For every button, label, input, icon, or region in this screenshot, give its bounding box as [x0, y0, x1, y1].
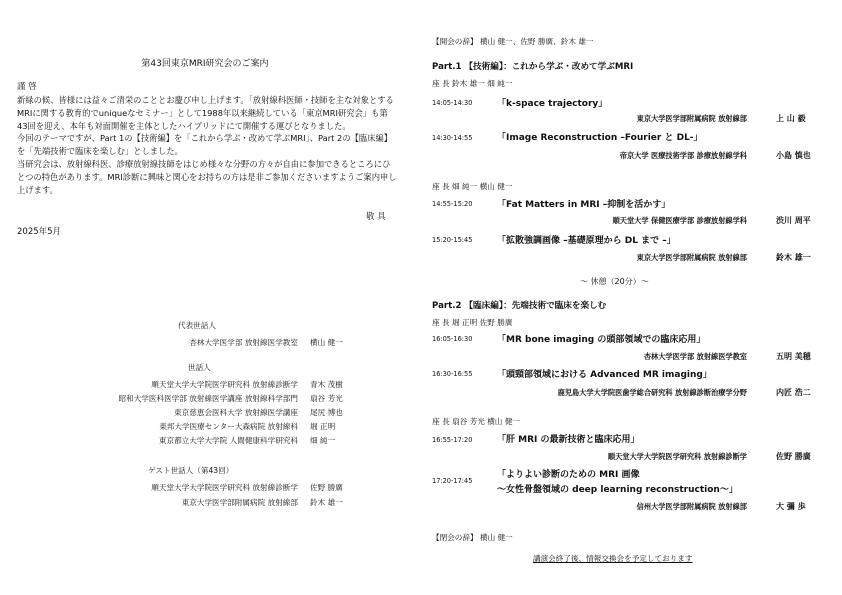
person-name: 尾尻 博也 — [310, 408, 343, 417]
speaker-name: 大 彌 歩 — [776, 502, 806, 511]
rep-heading: 代表世話人 — [178, 321, 216, 330]
part2-chair-2: 座 長 扇谷 芳光 横山 健一 — [432, 417, 521, 426]
member-row — [110, 393, 355, 405]
speaker-affiliation: 順天堂大学 保健医療学部 診療放射線学科 — [612, 216, 747, 225]
member-row — [110, 407, 355, 419]
talk-time: 16:05-16:30 — [432, 335, 473, 343]
speaker-name: 小島 慎也 — [776, 151, 811, 160]
guest-row — [110, 497, 355, 509]
person-name: 鈴木 雄一 — [310, 498, 343, 507]
paragraph-1: 新緑の候、皆様には益々ご清栄のこととお慶び申し上げます。「放射線科医師・技師を主な対象とするMRIに関する教育的でuniqueなセミナー」として1988年以来継続している「東京MRI研究会」も第43回を迎え、本年も対面開催を主体としたハイブリッドにて開催する運びとなりました。 — [17, 95, 394, 131]
talk-title: 「Image Reconstruction –Fourier と DL-」 — [497, 133, 703, 143]
member-row — [110, 435, 355, 447]
affiliation: 東京大学医学部附属病院 放射線部 — [181, 498, 298, 507]
guest-row — [110, 482, 355, 494]
speaker-name: 上 山 毅 — [776, 114, 806, 123]
part2-title: Part.2 【臨床編】：先端技術で臨床を楽しむ — [432, 301, 607, 311]
talk-subtitle: 〜女性骨盤領域の deep learning reconstruction〜」 — [497, 485, 738, 495]
talk-title: 「k-space trajectory」 — [497, 99, 608, 109]
speaker-name: 佐野 勝廣 — [776, 452, 811, 461]
part2-chair-1: 座 長 堀 正明 佐野 勝廣 — [432, 318, 513, 327]
speaker-affiliation: 鹿児島大学大学院医歯学総合研究科 放射線診断治療学分野 — [557, 388, 747, 397]
part1-chair-1: 座 長 鈴木 雄一 畑 純一 — [432, 79, 513, 88]
talk-title: 「拡散強調画像 –基礎原理から DL まで –」 — [497, 236, 676, 246]
affiliation: 東邦大学医療センター大森病院 放射線科 — [159, 422, 298, 431]
talk-title: 「頭頸部領域における Advanced MR imaging」 — [497, 370, 712, 380]
part1-chair-2: 座 長 畑 純一 横山 健一 — [432, 182, 513, 191]
paragraph-3: 当研究会は、放射線科医、診療放射線技師をはじめ様々な分野の方々が自由に参加できるところにひとつの特色があります。MRI診断に興味と関心をお持ちの方は是非ご参加くださいますようご案内申し上げます。 — [17, 158, 397, 195]
affiliation: 東京慈恵会医科大学 放射線医学講座 — [174, 408, 298, 417]
affiliation: 順天堂大学大学院医学研究科 放射線診断学 — [151, 380, 298, 389]
member-row — [110, 379, 355, 391]
date: 2025年5月 — [17, 227, 62, 237]
speaker-affiliation: 帝京大学 医療技術学部 診療放射線学科 — [619, 151, 747, 160]
footer-note: 講演会終了後、情報交換会を予定しております — [533, 554, 693, 563]
speaker-name: 渋川 周平 — [776, 216, 811, 225]
talk-time: 16:55-17:20 — [432, 436, 473, 444]
talk-time: 16:30-16:55 — [432, 370, 473, 378]
affiliation: 東京都立大学大学院 人間健康科学研究科 — [158, 436, 298, 445]
talk-title: 「よりよい診断のための MRI 画像 — [497, 470, 640, 480]
rep-row — [110, 337, 355, 349]
guest-heading: ゲスト世話人（第43回） — [148, 466, 234, 475]
talk-time: 14:30-14:55 — [432, 134, 473, 142]
closing: 敬 具 — [366, 212, 386, 222]
person-name: 堀 正明 — [310, 422, 336, 431]
talk-time: 14:55-15:20 — [432, 200, 473, 208]
person-name: 青木 茂樹 — [310, 380, 343, 389]
speaker-name: 内匠 浩二 — [776, 388, 811, 397]
organizer-list — [110, 320, 355, 520]
opening-remarks: 【開会の辞】 横山 健一、佐野 勝廣、鈴木 雄一 — [432, 37, 594, 46]
person-name: 佐野 勝廣 — [310, 483, 343, 492]
closing-remarks: 【閉会の辞】 横山 健一 — [432, 533, 513, 542]
member-row — [110, 421, 355, 433]
paragraph-2: 今回のテーマですが、Part 1の【技術編】を「これから学ぶ・改めて学ぶMRI」、Part 2の【臨床編】を「先端技術で臨床を楽しむ」としました。 — [17, 133, 393, 157]
break-notice: 〜 休憩（20分）〜 — [580, 277, 649, 286]
invitation-body — [17, 94, 397, 196]
part1-title: Part.1 【技術編】：これから学ぶ・改めて学ぶMRI — [432, 62, 634, 72]
person-name: 横山 健一 — [310, 338, 343, 347]
speaker-affiliation: 東京大学医学部附属病院 放射線部 — [636, 114, 747, 123]
talk-time: 17:20-17:45 — [432, 477, 473, 485]
speaker-affiliation: 順天堂大学大学院医学研究科 放射線診断学 — [607, 452, 747, 461]
talk-time: 14:05-14:30 — [432, 99, 473, 107]
person-name: 扇谷 芳光 — [310, 394, 343, 403]
speaker-affiliation: 信州大学医学部附属病院 放射線部 — [636, 502, 747, 511]
greeting: 謹 啓 — [17, 82, 37, 92]
talk-time: 15:20-15:45 — [432, 236, 473, 244]
talk-title: 「MR bone imaging の頭部領域での臨床応用」 — [497, 335, 706, 345]
speaker-name: 五明 美穂 — [776, 352, 811, 361]
affiliation: 杏林大学医学部 放射線医学教室 — [189, 338, 298, 347]
speaker-name: 鈴木 雄一 — [776, 253, 811, 262]
members-heading: 世話人 — [188, 363, 211, 372]
affiliation: 順天堂大学大学院医学研究科 放射線診断学 — [151, 483, 298, 492]
talk-title: 「肝 MRI の最新技術と臨床応用」 — [497, 435, 640, 445]
speaker-affiliation: 杏林大学医学部 放射線医学教室 — [643, 352, 747, 361]
page-title: 第43回東京MRI研究会のご案内 — [141, 59, 269, 69]
talk-title: 「Fat Matters in MRI –抑制を活かす」 — [497, 200, 671, 210]
affiliation: 昭和大学医科医学部 放射線医学講座 放射線科学部門 — [118, 394, 298, 403]
person-name: 畑 純一 — [310, 436, 336, 445]
speaker-affiliation: 東京大学医学部附属病院 放射線部 — [636, 253, 747, 262]
